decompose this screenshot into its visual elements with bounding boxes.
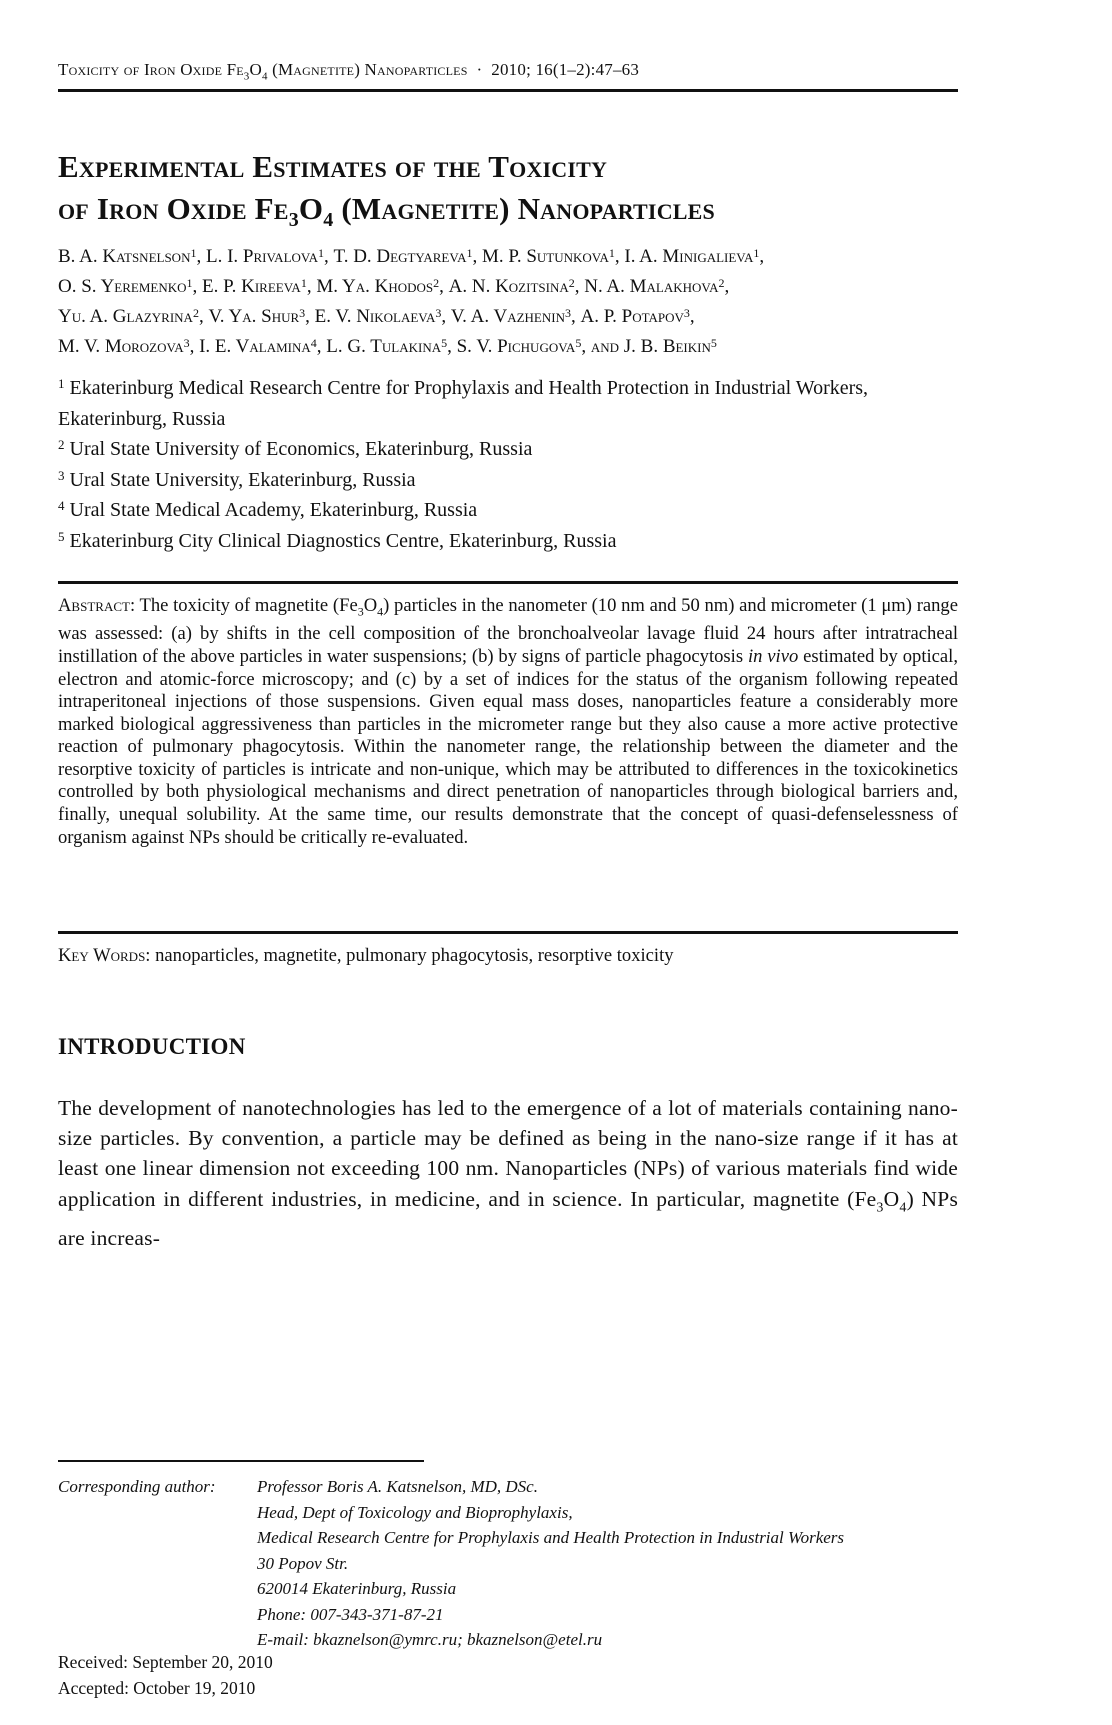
- author-name: I. E. Valamina$^4$: [199, 336, 317, 357]
- running-head: [58, 60, 639, 82]
- author-name: M. V. Morozova$^3$: [58, 336, 190, 357]
- title-line-2: of Iron Oxide $Fe_3O_4$ (Magnetite) Nanoparticles: [58, 191, 715, 232]
- author-name: O. S. Yeremenko$^1$: [58, 276, 193, 297]
- author-name: L. I. Privalova$^1$: [205, 246, 324, 267]
- abstract-top-rule: [58, 581, 958, 584]
- author-name: M. P. Sutunkova$^1$: [481, 246, 615, 267]
- title-line-1: Experimental Estimates of the Toxicity: [58, 149, 608, 184]
- article-title: [58, 146, 715, 241]
- author-name: T. D. Degtyareva$^1$: [333, 246, 473, 267]
- running-head-title: Toxicity of Iron Oxide $Fe_3O_4$ (Magnetite) Nanoparticles: [58, 60, 468, 83]
- author-name: A. N. Kozitsina$^2$: [448, 276, 575, 297]
- affiliation-5: $^5$ Ekaterinburg City Clinical Diagnostics Centre, Ekaterinburg, Russia: [58, 528, 617, 552]
- introduction-body: The development of nanotechnologies has led to the emergence of a lot of materials containing nano-size particles. By convention, a particle may be defined as being in the nano-size range if it has at least one linear dimension not exceeding 100 nm. Nanoparticles (NPs) of various materials find wide application in different industries, in medicine, and in science. In particular, magnetite $(Fe_3O_4)$ NPs are increas-: [58, 1096, 959, 1251]
- abstract-label: Abstract:: [58, 595, 136, 616]
- author-name: V. Ya. Shur$^3$: [208, 306, 306, 327]
- footnote-rule: [58, 1460, 424, 1462]
- author-name: L. G. Tulakina$^5$: [326, 336, 448, 357]
- authors-and: and: [590, 336, 624, 357]
- article-dates: [58, 1650, 273, 1701]
- phone: Phone: 007-343-371-87-21: [257, 1604, 444, 1624]
- abstract: Abstract: The toxicity of magnetite $(Fe_3O_4)$ particles in the nanometer (10 nm and 50 nm) and micrometer (1 μm) range was assessed: (a) by shifts in the cell composition of the bronchoalveolar lavage fluid 24 hours after intratracheal instillation of the above particles in water suspensions; (b) by signs of particle phagocytosis in vivo estimated by optical, electron and atomic-force microscopy; and (c) by a set of indices for the status of the organism following repeated intraperitoneal injections of those suspensions. Given equal mass doses, nanoparticles feature a considerably more marked biological aggressiveness than particles in the micrometer range but they also cause a more active protective reaction of pulmonary phagocytosis. Within the nanometer range, the relationship between the diameter and the resorptive toxicity of particles is intricate and non-unique, which may be attributed to differences in the toxicokinetics controlled by both physiological mechanisms and direct penetration of nanoparticles through biological barriers and, finally, unequal solubility. At the same time, our results demonstrate that the concept of quasi-defenselessness of organism against NPs should be critically re-evaluated.: [58, 595, 958, 848]
- keywords-label: Key Words:: [58, 945, 151, 966]
- author-name: N. A. Malakhova$^2$: [584, 276, 725, 297]
- section-heading-introduction: INTRODUCTION: [58, 1034, 246, 1059]
- affiliation-4: $^4$ Ural State Medical Academy, Ekaterinburg, Russia: [58, 498, 478, 521]
- author-name: A. P. Potapov$^3$: [580, 306, 690, 327]
- author-name: S. V. Pichugova$^5$: [456, 336, 582, 357]
- affiliation-3: $^3$ Ural State University, Ekaterinburg, Russia: [58, 467, 416, 491]
- header-rule: [58, 89, 958, 92]
- corresponding-author: Corresponding author: Professor Boris A. Katsnelson, MD, DSc. Head, Dept of Toxicology and Bioprophylaxis, Medical Research Centre for Prophylaxis and Health Protection in Industrial Workers 30 Popov Str. 620014 Ekaterinburg, Russia Phone: 007-343-371-87-21 E-mail: bkaznelson@ymrc.ru; bkaznelson@etel.ru: [58, 1474, 844, 1653]
- accepted-date: Accepted: October 19, 2010: [58, 1677, 256, 1698]
- keywords: [58, 945, 674, 967]
- affiliation-list: [58, 373, 958, 556]
- author-name: Yu. A. Glazyrina$^2$: [58, 306, 199, 327]
- author-name: B. A. Katsnelson$^1$: [58, 246, 197, 267]
- author-name: V. A. Vazhenin$^3$: [450, 306, 571, 327]
- running-head-citation: 2010; 16(1–2):47–63: [491, 60, 640, 79]
- affiliation-2: $^2$ Ural State University of Economics, Ekaterinburg, Russia: [58, 437, 533, 460]
- keywords-text: nanoparticles, magnetite, pulmonary phagocytosis, resorptive toxicity: [150, 945, 674, 966]
- corresponding-label: Corresponding author:: [58, 1477, 216, 1496]
- author-name: E. P. Kireeva$^1$: [202, 276, 307, 297]
- affiliation-1: $^1$ Ekaterinburg Medical Research Centre for Prophylaxis and Health Protection in Industrial Workers, Ekaterinburg, Russia: [58, 376, 869, 430]
- author-name: J. B. Beikin$^5$: [623, 336, 717, 357]
- running-head-separator: ·: [476, 60, 483, 79]
- abstract-bottom-rule: [58, 931, 958, 934]
- email[interactable]: E-mail: bkaznelson@ymrc.ru; bkaznelson@etel.ru: [257, 1630, 603, 1649]
- author-list: B. A. Katsnelson$^1$, L. I. Privalova$^1$, T. D. Degtyareva$^1$, M. P. Sutunkova$^1$, I. A. Minigalieva$^1$, O. S. Yeremenko$^1$, E. P. Kireeva$^1$, M. Ya. Khodos$^2$, A. N. Kozitsina$^2$, N. A. Malakhova$^2$, Yu. A. Glazyrina$^2$, V. Ya. Shur$^3$, E. V. Nikolaeva$^3$, V. A. Vazhenin$^3$, A. P. Potapov$^3$, M. V. Morozova$^3$, I. E. Valamina$^4$, L. G. Tulakina$^5$, S. V. Pichugova$^5$, and J. B. Beikin$^5$: [58, 246, 765, 357]
- author-name: M. Ya. Khodos$^2$: [316, 276, 440, 297]
- author-name: E. V. Nikolaeva$^3$: [314, 306, 442, 327]
- received-date: Received: September 20, 2010: [58, 1652, 273, 1672]
- author-name: I. A. Minigalieva$^1$: [624, 246, 760, 267]
